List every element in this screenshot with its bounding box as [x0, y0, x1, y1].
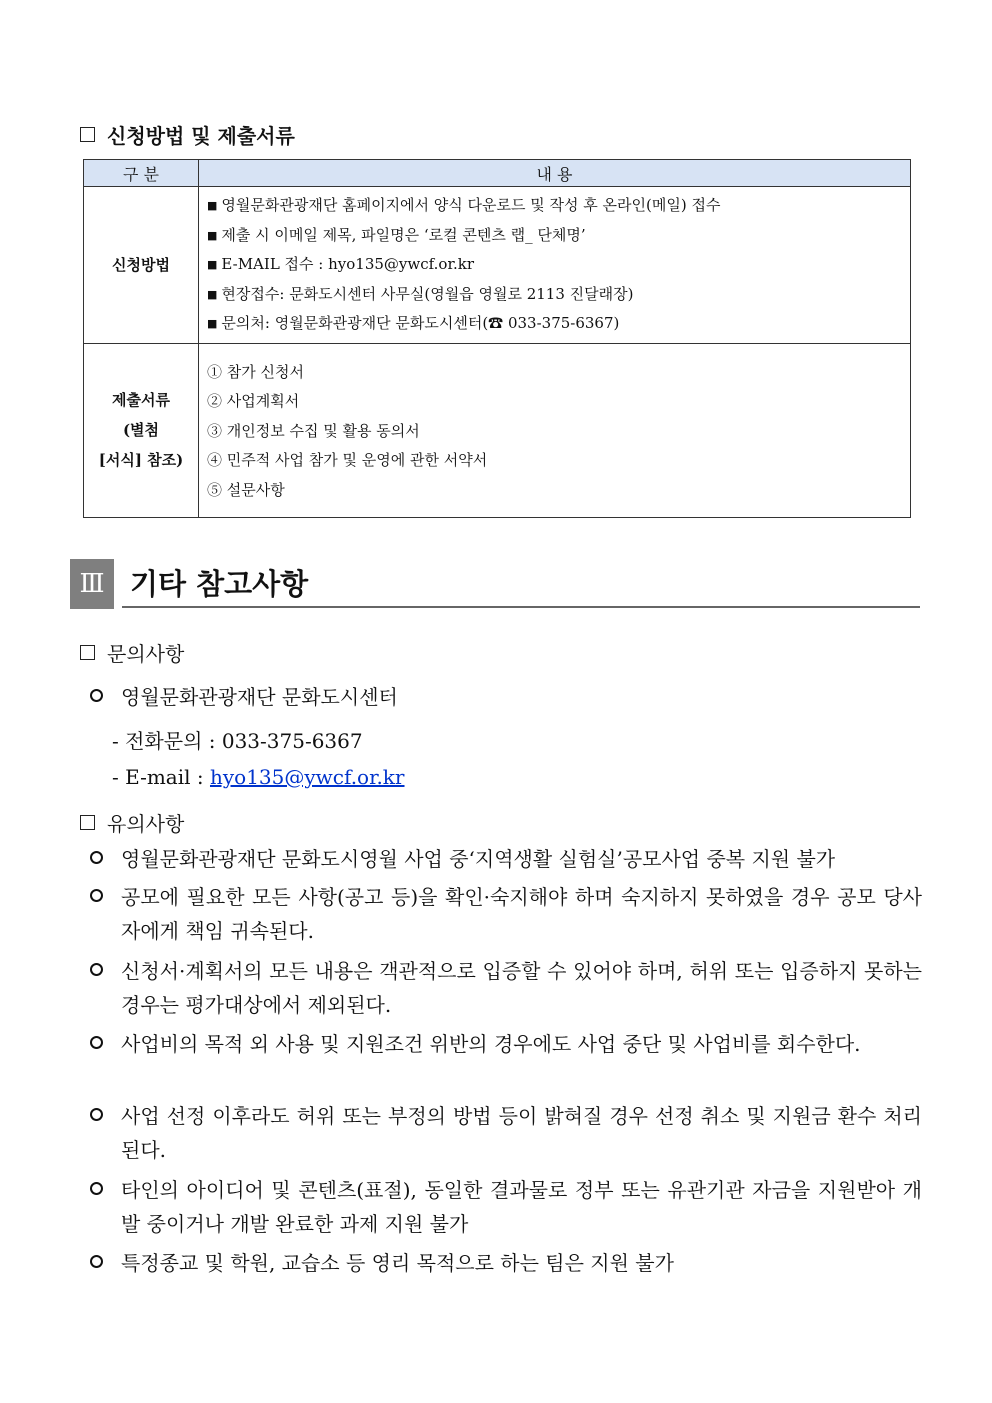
inquiry-phone: - 전화문의 : 033-375-6367 — [112, 729, 363, 753]
list-item: ■ 제출 시 이메일 제목, 파일명은 ‘로컬 콘텐츠 랩_ 단체명’ — [207, 225, 586, 244]
application-table — [83, 159, 911, 518]
circle-bullet-icon — [90, 1255, 103, 1268]
list-item: ① 참가 신청서 — [207, 362, 304, 381]
circle-bullet-icon — [90, 889, 103, 902]
subheading-inquiry: 문의사항 — [80, 638, 184, 667]
list-item: ■ E-MAIL 접수 : hyo135@ywcf.or.kr — [207, 255, 474, 273]
circle-bullet-icon — [90, 689, 103, 702]
inquiry-email-line: - E-mail : hyo135@ywcf.or.kr — [112, 765, 405, 789]
square-bullet-icon: ■ — [207, 287, 218, 301]
table-header-category: 구 분 — [84, 160, 199, 187]
checkbox-square-icon — [80, 815, 95, 830]
list-item: ■ 문의처: 영월문화관광재단 문화도시센터(☎ 033-375-6367) — [207, 314, 620, 332]
list-item: ■ 현장접수: 문화도시센터 사무실(영월읍 영월로 2113 진달래장) — [207, 284, 634, 303]
square-bullet-icon: ■ — [207, 228, 218, 242]
square-bullet-icon: ■ — [207, 199, 218, 212]
row-label-method: 신청방법 — [84, 187, 199, 344]
list-item: ③ 개인정보 수집 및 활용 동의서 — [207, 421, 420, 440]
circle-bullet-icon — [90, 1182, 103, 1195]
section-title-other: 기타 참고사항 — [130, 567, 309, 601]
list-item: 사업비의 목적 외 사용 및 지원조건 위반의 경우에도 사업 중단 및 사업비를 회수한다. — [90, 1027, 922, 1061]
list-item: ⑤ 설문사항 — [207, 480, 285, 499]
table-header-content: 내 용 — [199, 160, 911, 187]
checkbox-square-icon — [80, 645, 95, 660]
list-item: 공모에 필요한 모든 사항(공고 등)을 확인·숙지해야 하며 숙지하지 못하였을 경우 공모 당사자에게 책임 귀속된다. — [90, 880, 922, 948]
section-heading-apply — [80, 120, 295, 149]
email-link[interactable]: hyo135@ywcf.or.kr — [209, 765, 405, 789]
square-bullet-icon: ■ — [207, 317, 218, 330]
list-item: ② 사업계획서 — [207, 392, 300, 410]
table-row — [84, 343, 911, 518]
list-item: ■ 영월문화관광재단 홈페이지에서 양식 다운로드 및 작성 후 온라인(메일) 접수 — [207, 196, 721, 214]
list-item: 사업 선정 이후라도 허위 또는 부정의 방법 등이 밝혀질 경우 선정 취소 및 지원금 환수 처리 된다. — [90, 1099, 922, 1167]
section-title: 신청방법 및 제출서류 — [107, 124, 295, 148]
row-label-documents: 제출서류 (별첨 [서식] 참조) — [84, 343, 199, 518]
table-row — [84, 187, 911, 344]
subheading-notes: 유의사항 — [80, 808, 184, 837]
row-content-documents — [199, 343, 911, 518]
section-number-badge: Ⅲ — [70, 559, 114, 609]
list-item: 신청서·계획서의 모든 내용은 객관적으로 입증할 수 있어야 하며, 허위 또는 입증하지 못하는 경우는 평가대상에서 제외된다. — [90, 954, 922, 1022]
circle-bullet-icon — [90, 1108, 103, 1121]
square-bullet-icon: ■ — [207, 258, 218, 271]
list-item: ④ 민주적 사업 참가 및 운영에 관한 서약서 — [207, 451, 488, 469]
circle-bullet-icon — [90, 851, 103, 864]
list-item: 영월문화관광재단 문화도시영월 사업 중‘지역생활 실험실’공모사업 중복 지원 불가 — [90, 842, 922, 876]
table-header-row — [84, 160, 911, 187]
circle-bullet-icon — [90, 963, 103, 976]
list-item: 타인의 아이디어 및 콘텐츠(표절), 동일한 결과물로 정부 또는 유관기관 자금을 지원받아 개발 중이거나 개발 완료한 과제 지원 불가 — [90, 1173, 922, 1241]
circle-bullet-icon — [90, 1036, 103, 1049]
section-divider — [122, 606, 920, 608]
checkbox-square-icon — [80, 127, 95, 142]
inquiry-org: 영월문화관광재단 문화도시센터 — [121, 685, 398, 709]
list-item — [90, 680, 922, 714]
list-item: 특정종교 및 학원, 교습소 등 영리 목적으로 하는 팀은 지원 불가 — [90, 1246, 922, 1280]
row-content-method — [199, 187, 911, 344]
